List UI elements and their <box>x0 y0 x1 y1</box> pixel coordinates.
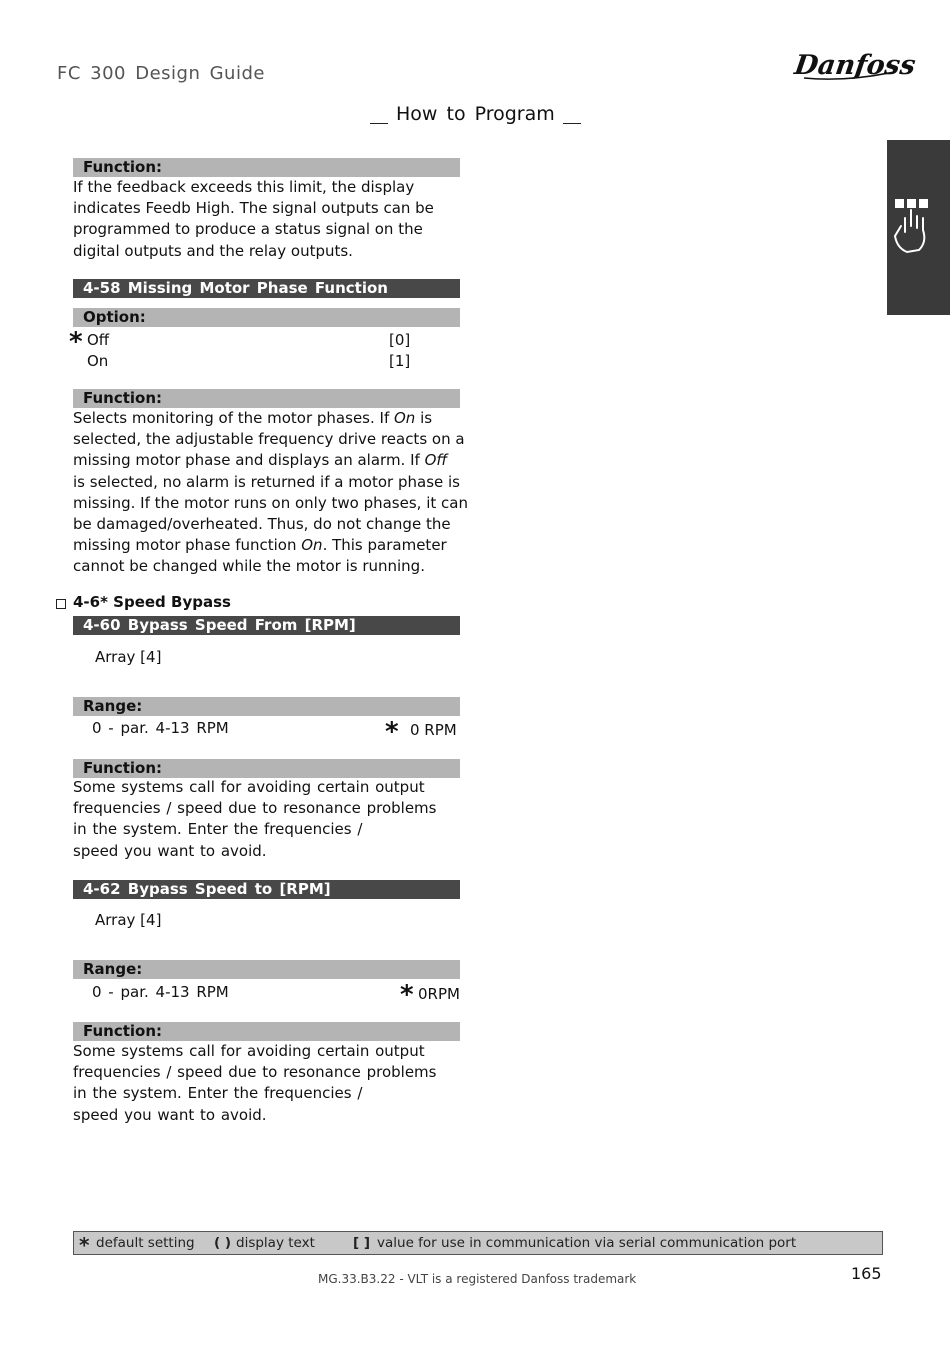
legend-comm-text: value for use in communication via serial communication port <box>377 1235 797 1251</box>
text-line: missing motor phase and displays an alarm. If Off <box>73 451 448 470</box>
text-line: is selected, no alarm is returned if a motor phase is <box>73 472 460 491</box>
group-heading: 4-6* Speed Bypass <box>73 593 231 611</box>
legend-bar <box>73 1231 883 1255</box>
text-line: If the feedback exceeds this limit, the display <box>73 178 415 196</box>
function-label-bar: Function: <box>73 759 460 778</box>
array-label: Array [4] <box>95 648 162 666</box>
text-line: Some systems call for avoiding certain output <box>73 1042 425 1060</box>
text-line: programmed to produce a status signal on the <box>73 220 423 239</box>
param-4-60-title: 4-60 Bypass Speed From [RPM] <box>73 616 460 635</box>
param-4-58-title: 4-58 Missing Motor Phase Function <box>73 279 460 298</box>
text-line: digital outputs and the relay outputs. <box>73 241 353 260</box>
feedback-function-text <box>73 177 468 262</box>
text-line: frequencies / speed due to resonance problems <box>73 799 437 818</box>
text-line: speed you want to avoid. <box>73 1105 267 1124</box>
option-on-name: On <box>87 352 109 370</box>
text-line: missing motor phase function On. This parameter <box>73 536 447 555</box>
legend-paren-symbol: ( ) <box>214 1235 232 1251</box>
document-title: FC 300 Design Guide <box>57 63 265 84</box>
bypass-from-function-text <box>73 777 468 862</box>
legend-display-text: display text <box>236 1235 315 1251</box>
text-line: in the system. Enter the frequencies / <box>73 1084 363 1103</box>
text-line: selected, the adjustable frequency drive reacts on a <box>73 430 465 449</box>
legend-default-setting: default setting <box>96 1235 195 1251</box>
array-label: Array [4] <box>95 911 162 929</box>
section-title <box>362 103 589 125</box>
hand-pressing-keys-icon <box>891 196 935 256</box>
chapter-tab <box>887 140 950 315</box>
text-line: speed you want to avoid. <box>73 841 267 860</box>
default-marker: * <box>69 327 83 357</box>
text-line: cannot be changed while the motor is running. <box>73 557 425 576</box>
section-title-text: How to Program <box>396 103 555 125</box>
danfoss-logo <box>792 42 918 84</box>
text-line: frequencies / speed due to resonance problems <box>73 1063 437 1082</box>
text-line: indicates Feedb High. The signal outputs can be <box>73 199 434 218</box>
option-off-code: [0] <box>389 331 411 349</box>
function-label-bar: Function: <box>73 1022 460 1041</box>
legend-bracket-symbol: [ ] <box>353 1235 371 1251</box>
default-marker: * <box>385 717 399 747</box>
range-value: 0 - par. 4-13 RPM <box>92 719 229 737</box>
legend-star: * <box>79 1233 90 1257</box>
logo-wordmark: Danfoss <box>792 50 918 81</box>
function-label-bar: Function: <box>73 158 460 177</box>
range-label-bar: Range: <box>73 960 460 979</box>
text-line: missing. If the motor runs on only two phases, it can <box>73 493 468 512</box>
text-line: be damaged/overheated. Thus, do not change the <box>73 515 451 534</box>
page-number: 165 <box>851 1264 882 1283</box>
default-value: 0RPM <box>418 985 460 1003</box>
default-marker: * <box>400 980 414 1010</box>
text-line: Some systems call for avoiding certain output <box>73 778 425 796</box>
title-dash-right <box>563 123 581 124</box>
range-value: 0 - par. 4-13 RPM <box>92 983 229 1001</box>
missing-phase-function-text <box>73 408 468 578</box>
text-line: Selects monitoring of the motor phases. If On is <box>73 409 433 427</box>
function-label-bar: Function: <box>73 389 460 408</box>
default-value: 0 RPM <box>410 721 457 739</box>
option-on-code: [1] <box>389 352 411 370</box>
option-off-name: Off <box>87 331 110 349</box>
text-line: in the system. Enter the frequencies / <box>73 820 363 839</box>
option-label-bar: Option: <box>73 308 460 327</box>
trademark-text: MG.33.B3.22 - VLT is a registered Danfoss trademark <box>318 1272 637 1286</box>
range-label-bar: Range: <box>73 697 460 716</box>
bypass-to-function-text <box>73 1041 468 1126</box>
title-dash-left <box>370 123 388 124</box>
param-4-62-title: 4-62 Bypass Speed to [RPM] <box>73 880 460 899</box>
group-checkbox-icon <box>56 599 66 609</box>
